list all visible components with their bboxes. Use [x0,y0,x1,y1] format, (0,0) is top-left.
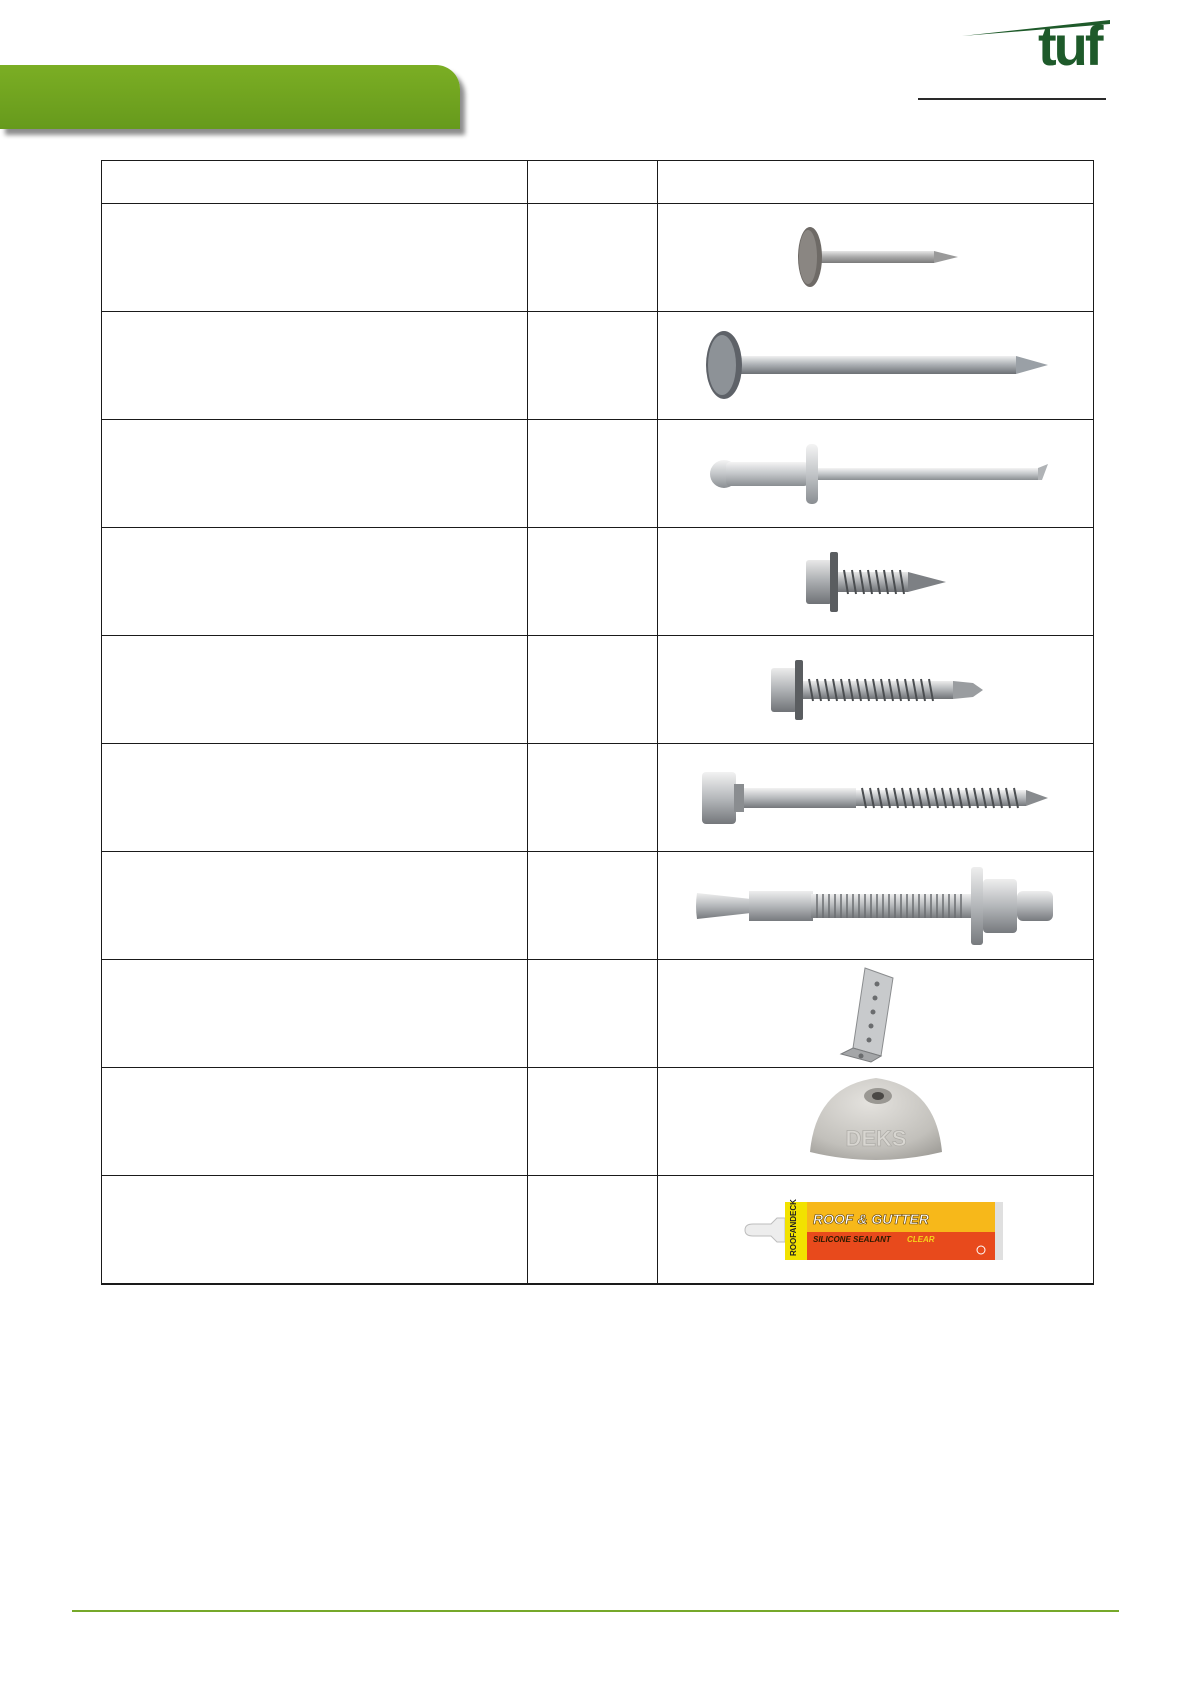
section-header-banner [0,65,460,129]
fasteners-table [101,160,1094,1285]
row-description [102,420,528,528]
row-qty [528,204,658,312]
footer-divider [72,1610,1119,1612]
row-qty [528,636,658,744]
row-image [658,744,1094,852]
table-row [102,420,1094,528]
row-qty [528,420,658,528]
table-row [102,636,1094,744]
row-description [102,1068,528,1176]
self-drilling-screw-icon [761,650,991,730]
sealant-variant-text: CLEAR [906,1234,935,1244]
table-row [102,852,1094,960]
row-description [102,960,528,1068]
row-image [658,852,1094,960]
sealant-brand-text: ROOFANDECK [788,1198,798,1256]
row-image [658,1068,1094,1176]
row-description [102,204,528,312]
row-description [102,528,528,636]
row-description [102,636,528,744]
wedge-anchor-bolt-icon [691,861,1061,951]
row-qty [528,960,658,1068]
flat-head-nail-icon [696,326,1056,406]
row-description [102,1176,528,1285]
sealant-tube-icon [741,1190,1011,1270]
row-image [658,960,1094,1068]
sealant-subtitle-text: SILICONE SEALANT [812,1234,891,1244]
washer-embossed-text: DEKS [844,1125,907,1151]
header-image [658,161,1094,204]
table-row [102,1068,1094,1176]
row-qty [528,1068,658,1176]
row-image [658,1176,1094,1285]
table-row [102,960,1094,1068]
table-header-row [102,161,1094,204]
table-row [102,528,1094,636]
table-row [102,204,1094,312]
row-qty [528,1176,658,1285]
row-image [658,204,1094,312]
table-row [102,312,1094,420]
header-qty [528,161,658,204]
logo-underline [918,98,1106,100]
clout-nail-icon [786,223,966,293]
long-hex-screw-icon [696,758,1056,838]
brand-logo-text: tuf [1038,14,1101,77]
table-row [102,744,1094,852]
table-row [102,1176,1094,1285]
blind-rivet-icon [696,434,1056,514]
row-qty [528,744,658,852]
row-image [658,636,1094,744]
row-description [102,852,528,960]
header-description [102,161,528,204]
short-tek-screw-icon [796,542,956,622]
sealant-title-text: ROOF & GUTTER [812,1210,929,1227]
deks-dome-washer-icon [806,1072,946,1172]
row-description [102,744,528,852]
row-description [102,312,528,420]
row-image [658,420,1094,528]
row-image [658,312,1094,420]
row-qty [528,852,658,960]
row-qty [528,312,658,420]
row-qty [528,528,658,636]
row-image [658,528,1094,636]
angle-bracket-icon [831,964,921,1064]
